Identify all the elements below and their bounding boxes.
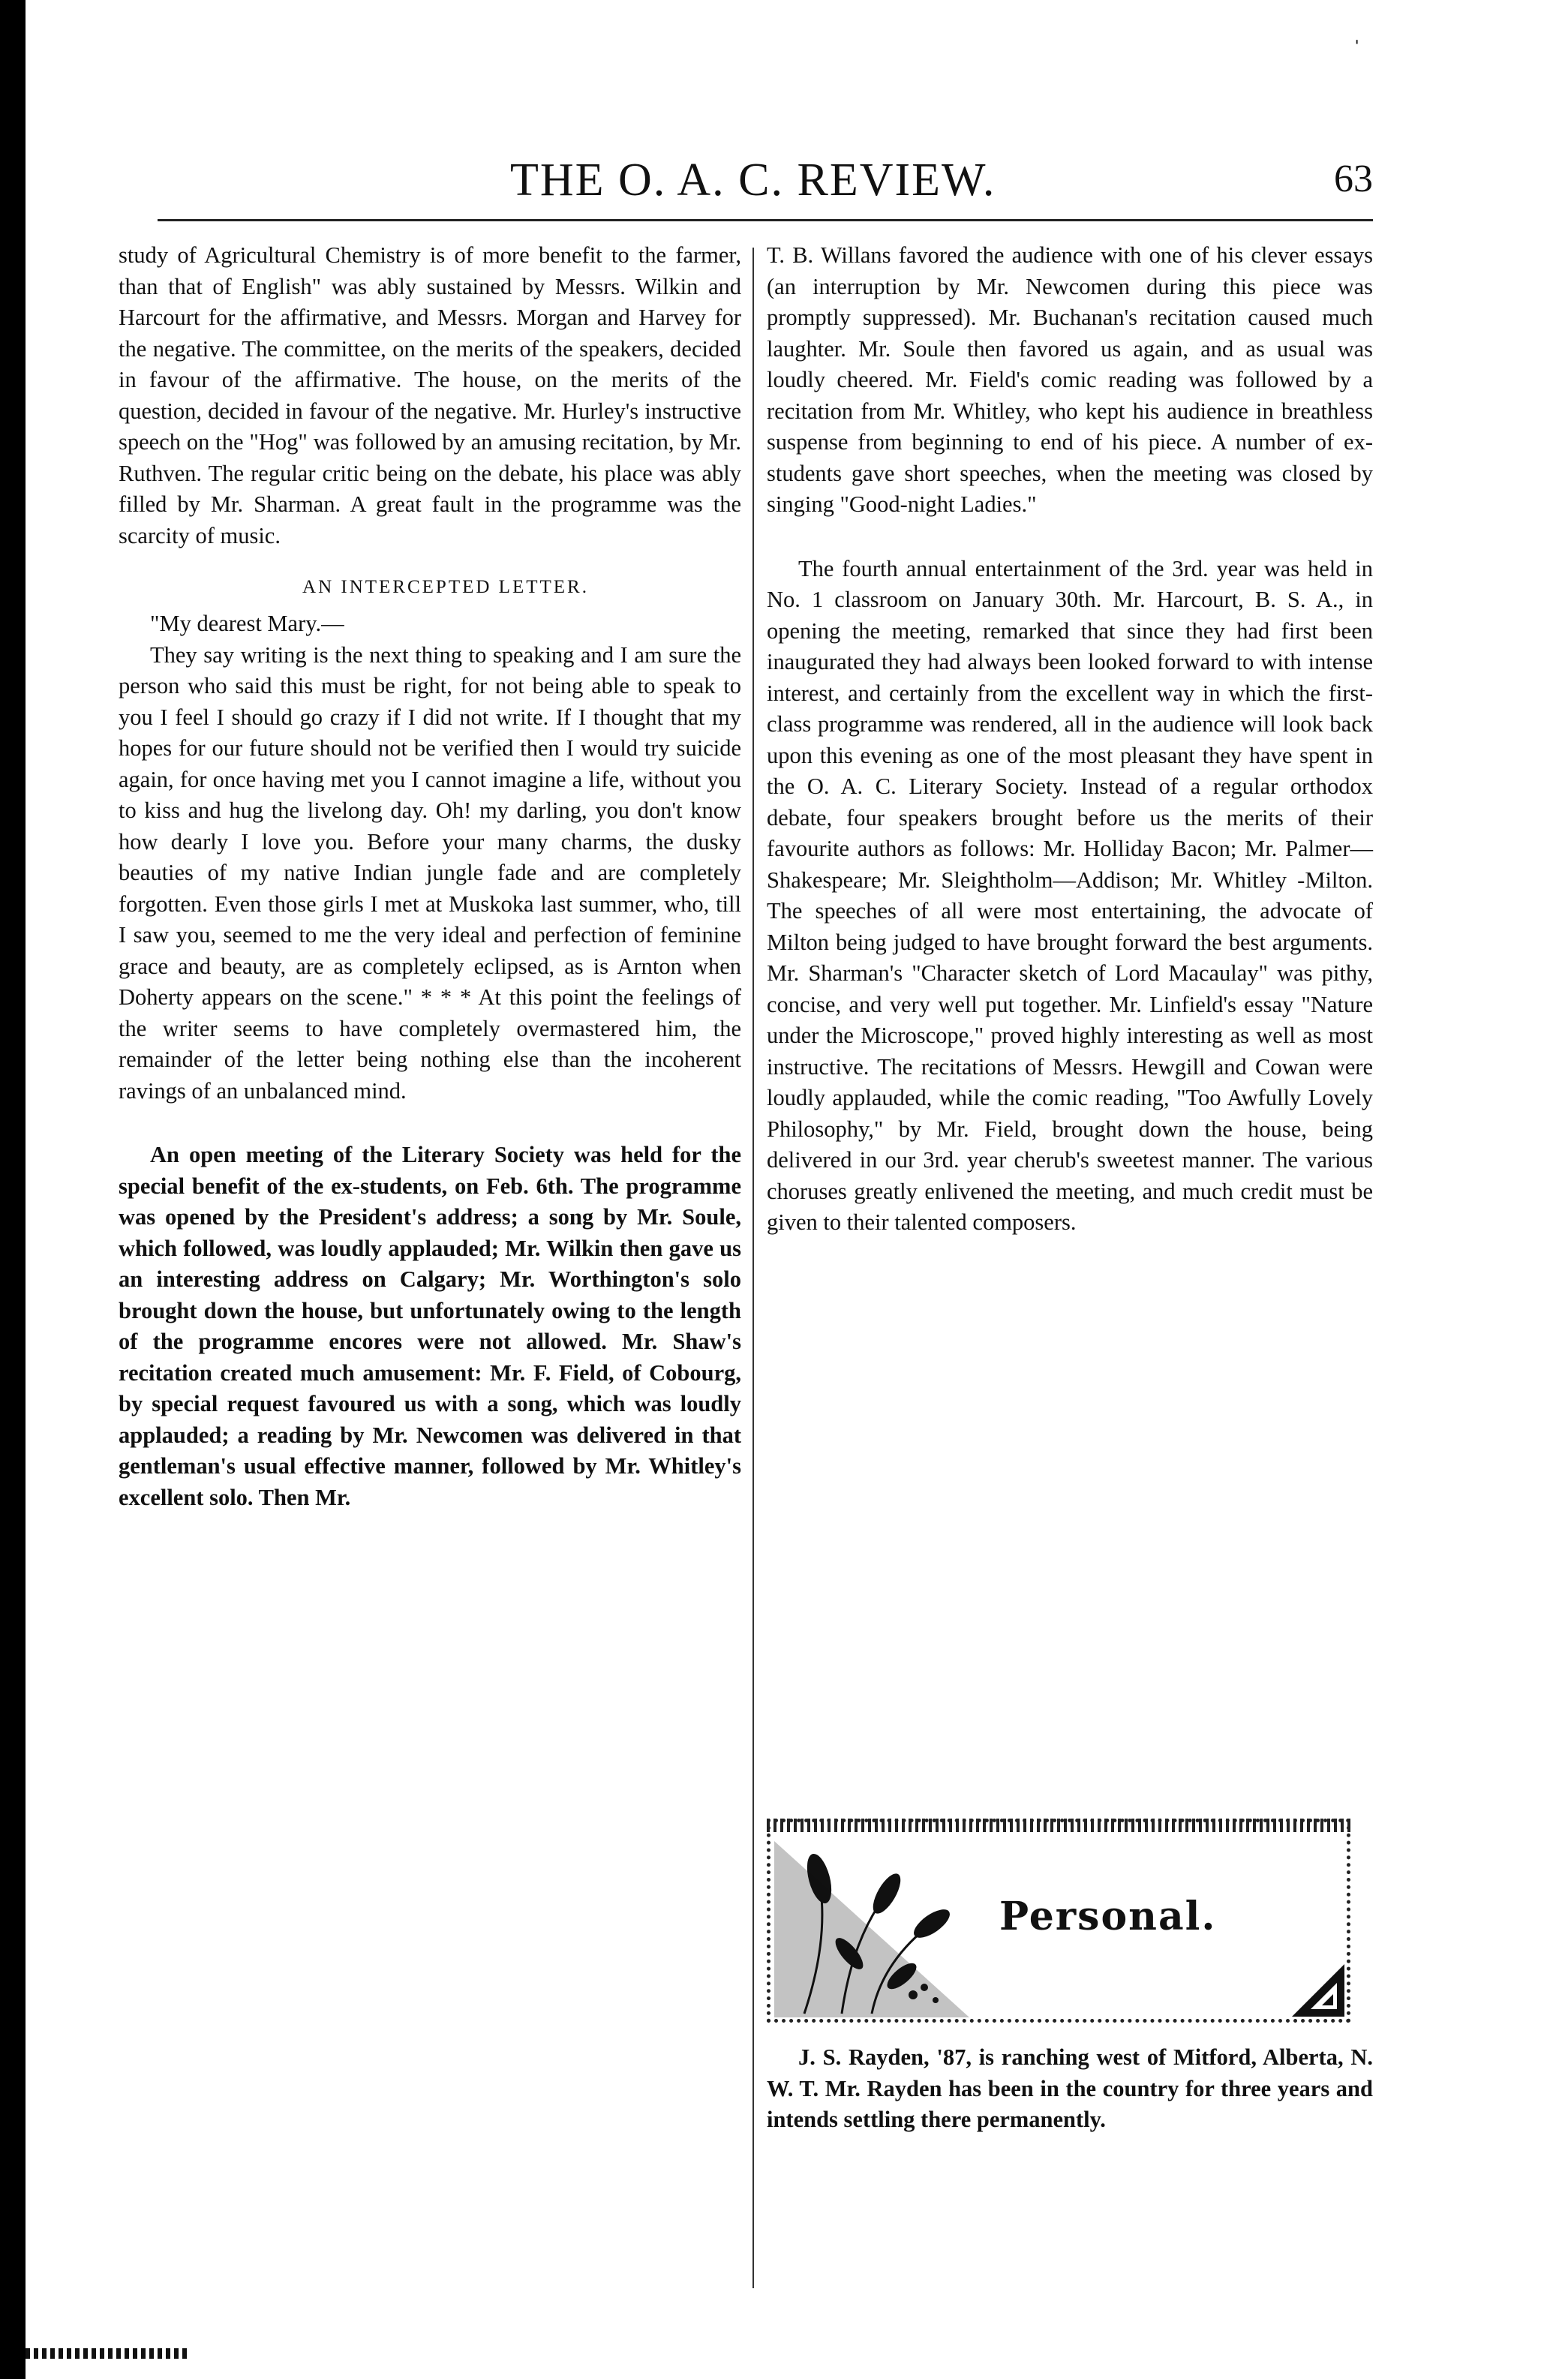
right-column xyxy=(767,240,1373,1239)
meeting-paragraph: An open meeting of the Literary Society was held for the special benefit of the ex-students, on Feb. 6th. The programme was opened by the President's address; a song by Mr. Soule, which followed, was loudly applauded; Mr. Wilkin then gave us an interesting address on Calgary; Mr. Worthington's solo brought down the house, but unfortunately owing to the length of the programme encores were not allowed. Mr. Shaw's recitation created much amusement: Mr. F. Field, of Cobourg, by special request favoured us with a song, which was loudly applauded; a reading by Mr. Newcomen was delivered in that gentleman's usual effective manner, followed by Mr. Whitley's excellent solo. Then Mr. xyxy=(119,1142,741,1510)
letter-salutation: "My dearest Mary.— xyxy=(150,611,344,636)
corner-triangle-icon xyxy=(1292,1964,1344,2017)
letter-body: They say writing is the next thing to speaking and I am sure the person who said this must be right, for not being able to speak to you I feel I should go crazy if I did not write. If I thought that my hopes for our future should not be verified then I would try suicide again, for once having met you I cannot imagine a life, without you to kiss and hug the livelong day. Oh! my darling, you don't know how dearly I love you. Before your many charms, the dusky beauties of my native Indian jungle fade and are completely forgotten. Even those girls I met at Muskoka last summer, who, till I saw you, seemed to me the very ideal and perfection of feminine grace and beauty, are as completely eclipsed, as is Arnton when Doherty appears on the scene." * * * At this point the feelings of the writer seems to have completely overmastered him, the remainder of the letter being nothing else than the incoherent ravings of an unbalanced mind. xyxy=(119,641,741,1104)
scan-edge-bar xyxy=(0,0,26,2379)
entertainment-paragraph: The fourth annual entertainment of the 3rd. year was held in No. 1 classroom on January 30th. Mr. Harcourt, B. S. A., in opening the meeting, remarked that since they had first been inaugurated they had always been looked forward to with intense interest, and certainly from the excellent way in which the first-class programme was rendered, all in the audience will look back upon this evening as one of the most pleasant they have spent in the O. A. C. Literary Society. Instead of a regular orthodox debate, four speakers brought before us the merits of their favourite authors as follows: Mr. Holliday Bacon; Mr. Palmer—Shakespeare; Mr. Sleightholm—Addison; Mr. Whitley -Milton. The speeches of all were most entertaining, the advocate of Milton being judged to have brought forward the best arguments. Mr. Sharman's "Character sketch of Lord Macaulay" was pithy, concise, and very well put together. Mr. Linfield's essay "Nature under the Microscope," proved highly interesting as well as most instructive. The recitations of Messrs. Hewgill and Cowan were loudly applauded, while the comic reading, "Too Awfully Lovely Philosophy," by Mr. Field, brought down the house, being delivered in our 3rd. year cherub's sweetest manner. The various choruses greatly enlivened the meeting, and much credit must be given to their talented composers. xyxy=(767,555,1373,1235)
corner-mark: ˈ xyxy=(1353,36,1362,64)
column-divider xyxy=(752,248,754,2288)
page-header xyxy=(158,154,1373,214)
header-rule xyxy=(158,219,1373,221)
page-title: THE O. A. C. REVIEW. xyxy=(510,155,996,206)
personal-heading: Personal. xyxy=(999,1894,1217,1939)
personal-section-banner xyxy=(767,1819,1350,2023)
personal-column xyxy=(767,2042,1373,2136)
meeting-continued-paragraph: T. B. Willans favored the audience with one of his clever essays (an interruption by Mr. Newcomen during this piece was promptly suppressed). Mr. Buchanan's recitation caused much laughter. Mr. Soule then favored us again, and as usual was loudly cheered. Mr. Field's comic reading was followed by a recitation from Mr. Whitley, who kept his audience in breathless suspense from beginning to end of his piece. A number of ex-students gave short speeches, when the meeting was closed by singing "Good-night Ladies." xyxy=(767,242,1373,517)
scan-footer-mark xyxy=(26,2348,191,2359)
personal-paragraph: J. S. Rayden, '87, is ranching west of Mitford, Alberta, N. W. T. Mr. Rayden has been in the country for three years and intends settling there permanently. xyxy=(767,2044,1373,2132)
left-column xyxy=(119,240,741,1513)
plant-ornament-icon xyxy=(774,1834,969,2017)
debate-paragraph: study of Agricultural Chemistry is of more benefit to the farmer, than that of English" was ably sustained by Messrs. Wilkin and Harcourt for the affirmative, and Messrs. Morgan and Harvey for the negative. The committee, on the merits of the speakers, decided in favour of the affirmative. The house, on the merits of the question, decided in favour of the negative. Mr. Hurley's instructive speech on the "Hog" was followed by an amusing recitation, by Mr. Ruthven. The regular critic being on the debate, his place was ably filled by Mr. Sharman. A great fault in the programme was the scarcity of music. xyxy=(119,242,741,548)
page-number: 63 xyxy=(1334,158,1373,200)
letter-heading: AN INTERCEPTED LETTER. xyxy=(302,577,589,597)
